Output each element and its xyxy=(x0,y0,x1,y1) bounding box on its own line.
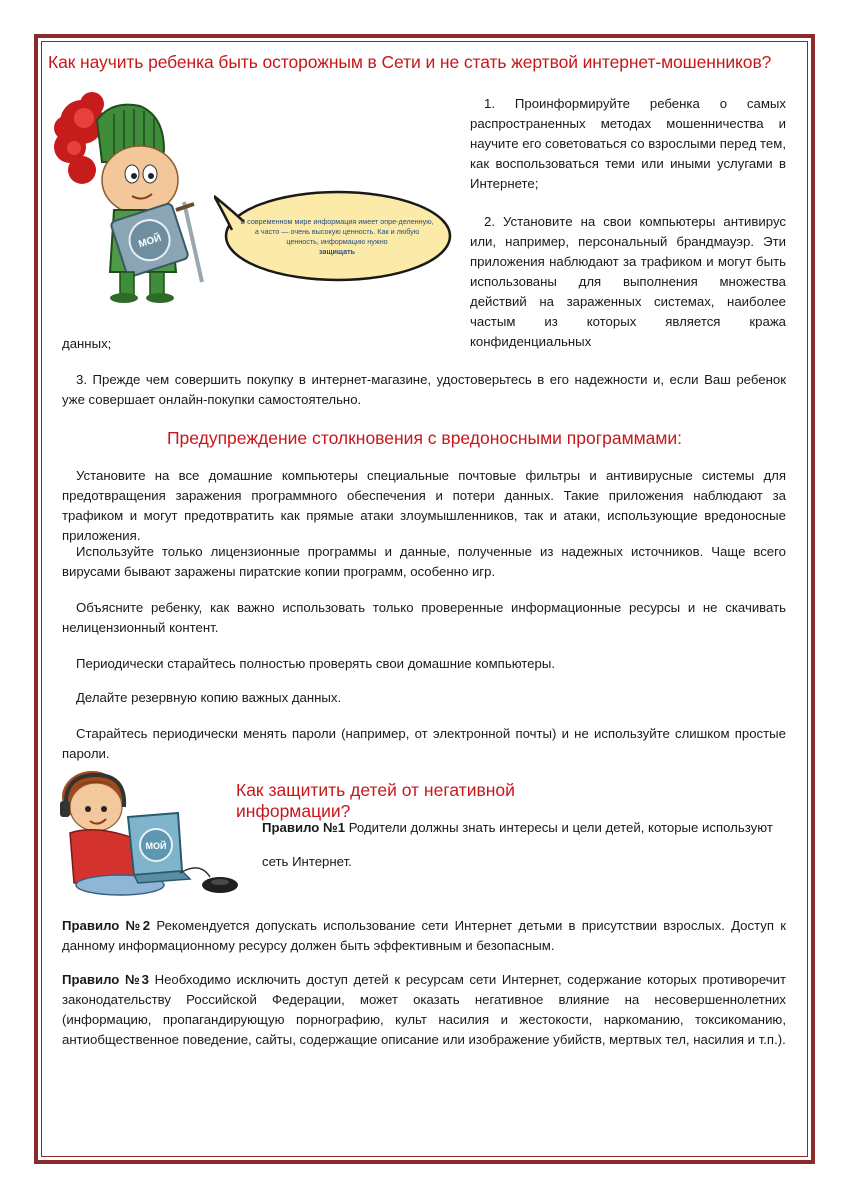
tip-3: 3. Прежде чем совершить покупку в интернет-магазине, удостоверьтесь в его надежности и, если Ваш ребенок уже совершает онлайн-покупки самостоятельно. xyxy=(62,372,786,407)
rule-3 xyxy=(62,970,786,1050)
malware-paragraph-1: Установите на все домашние компьютеры специальные почтовые фильтры и антивирусные системы для предотвращения заражения программного обеспечения и потери данных. Такие приложения наблюдают за трафиком и могут предотвратить как прямые атаки злоумышленников, так и атаки, использующие вредоносные приложения. xyxy=(62,468,786,543)
tip-2-continuation: данных; xyxy=(62,336,112,351)
plume xyxy=(54,92,104,184)
laptop-badge-text: МОЙ xyxy=(145,841,167,851)
page-title: Как научить ребенка быть осторожным в Сети и не стать жертвой интернет-мошенников? xyxy=(48,52,772,72)
rule-2-text: Рекомендуется допускать использование сети Интернет детьми в присутствии взрослых. Доступ к данному информационному ресурсу должен быть эффективным и безопасным. xyxy=(62,918,786,953)
bubble-bold-text: защищать xyxy=(318,247,356,256)
child-at-laptop-illustration xyxy=(50,767,245,899)
speech-bubble-text xyxy=(238,217,436,257)
rule-2 xyxy=(62,916,786,956)
knight-illustration xyxy=(52,92,222,304)
rule-3-label: Правило №3 xyxy=(62,972,149,987)
rule-1-text: Родители должны знать интересы и цели детей, которые используют xyxy=(345,820,773,835)
malware-paragraph-5: Делайте резервную копию важных данных. xyxy=(76,690,342,705)
section-heading-protection: Как защитить детей от негативной информации? xyxy=(236,780,515,821)
malware-paragraph-4: Периодически старайтесь полностью проверять свои домашние компьютеры. xyxy=(76,656,555,671)
tip-1: 1. Проинформируйте ребенка о самых распространенных методах мошенничества и научите его советоваться со взрослыми перед тем, как воспользоваться теми или иными услугами в Интернете; xyxy=(470,96,786,191)
malware-paragraph-2: Используйте только лицензионные программы и данные, полученные из надежных источников. Чаще всего вирусами бывают заражены пиратские копии программ, особенно игр. xyxy=(62,544,786,579)
rule-3-text: Необходимо исключить доступ детей к ресурсам сети Интернет, содержание которых противоречит законодательству Российской Федерации, может оказать негативное влияние на несовершеннолетних (информацию, пропагандирующую порнографию, культ насилия и жестокости, наркоманию, токсикоманию, антиобщественное поведение, сайты, содержащие описание или изображение убийств, мертвых тел, насилия и т.п.). xyxy=(62,972,786,1047)
rule-1-label: Правило №1 xyxy=(262,820,346,835)
bubble-main-text: В современном мире информация имеет опре-деленную, а часто — очень высокую ценность. Как и любую ценность, информацию нужно xyxy=(240,217,434,246)
rule-1-continuation: сеть Интернет. xyxy=(262,854,352,869)
malware-paragraph-6: Старайтесь периодически менять пароли (например, от электронной почты) и не используйте слишком простые пароли. xyxy=(62,726,786,761)
badge-text: МОЙ xyxy=(137,232,163,251)
malware-paragraph-3: Объясните ребенку, как важно использовать только проверенные информационные ресурсы и не скачивать нелицензионный контент. xyxy=(62,600,786,635)
tip-2: 2. Установите на свои компьютеры антивирус или, например, персональный брандмауэр. Эти приложения наблюдают за трафиком и могут быть использованы для выполнения множества действий на зараженных системах, наиболее частым из которых является кража конфиденциальных xyxy=(470,214,786,349)
rule-2-label: Правило №2 xyxy=(62,918,151,933)
section-heading-malware: Предупреждение столкновения с вредоносными программами: xyxy=(166,428,683,448)
rule-1 xyxy=(262,818,786,838)
